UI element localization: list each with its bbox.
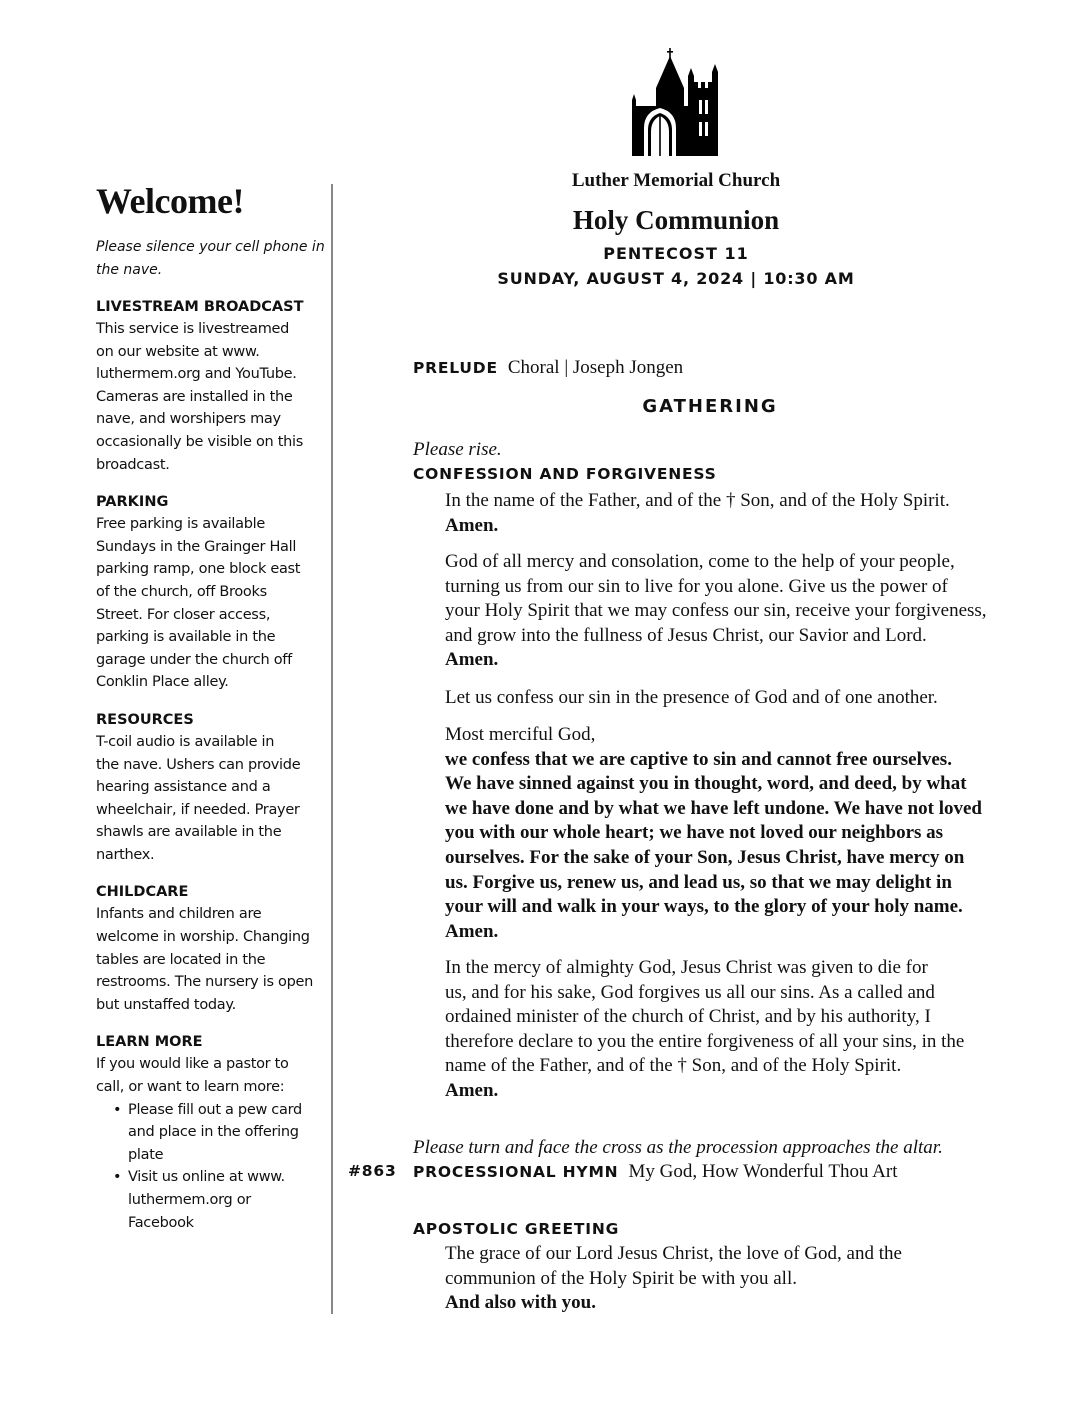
liturgy-line: Let us confess our sin in the presence of God and of one another. [445,687,938,708]
body-line: nave, and worshipers may [96,411,281,428]
congregation-line: we have done and by what we have left undone. We have not loved [445,797,982,819]
list-item-line: and place in the offering [128,1124,299,1141]
column-divider [331,184,333,1314]
body-line: wheelchair, if needed. Prayer [96,801,300,818]
congregation-response: And also with you. [445,1292,596,1314]
childcare-section [96,881,312,1016]
resources-heading: RESOURCES [96,711,194,728]
confession-heading: CONFESSION AND FORGIVENESS [413,465,717,483]
body-line: Free parking is available [96,516,265,533]
parking-section [96,491,312,694]
body-line: on our website at www. [96,343,260,360]
liturgy-line: and grow into the fullness of Jesus Christ, our Savior and Lord. [445,624,927,646]
hymn-title: My God, How Wonderful Thou Art [628,1161,898,1182]
silence-note-line: Please silence your cell phone in [96,239,325,255]
childcare-body [96,903,312,1016]
liturgy-line: us, and for his sake, God forgives us all our sins. As a called and [445,981,935,1003]
service-date-time: SUNDAY, AUGUST 4, 2024 | 10:30 AM [497,269,855,288]
body-line: but unstaffed today. [96,996,236,1013]
congregation-line: we confess that we are captive to sin and cannot free ourselves. [445,748,952,770]
body-line: call, or want to learn more: [96,1079,285,1096]
liturgy-line: The grace of our Lord Jesus Christ, the love of God, and the [445,1243,902,1264]
learn-more-list [110,1099,312,1235]
greeting-paragraph [445,1242,1015,1316]
liturgy-line: name of the Father, and of the † Son, and of the Holy Spirit. [445,1055,902,1077]
body-line: narthex. [96,846,155,863]
processional-hymn-line [413,1160,898,1185]
body-line: Infants and children are [96,906,262,923]
list-item-line: luthermem.org or [128,1192,251,1208]
congregation-response: Amen. [445,649,499,671]
bullet-icon: • [113,1169,122,1186]
invitation-paragraph [445,686,1015,711]
learn-more-heading: LEARN MORE [96,1034,203,1051]
parking-body [96,513,312,694]
learn-more-section [96,1031,312,1234]
prayer-paragraph [445,550,1015,673]
prelude-line [413,356,683,381]
congregation-response: Amen. [445,514,499,536]
body-line: hearing assistance and a [96,779,271,796]
body-line: shawls are available in the [96,824,282,841]
livestream-section [96,296,312,476]
liturgy-line: ordained minister of the church of Christ, and by his authority, I [445,1006,931,1028]
invocation-paragraph [445,489,1015,538]
procession-rubric: Please turn and face the cross as the procession approaches the altar. [413,1137,943,1158]
liturgy-line: God of all mercy and consolation, come to the help of your people, [445,551,955,572]
list-item-line: Visit us online at www. [128,1169,285,1186]
welcome-sidebar [96,180,325,1249]
congregation-line: you with our whole heart; we have not loved our neighbors as [445,822,944,844]
congregation-response: Amen. [445,920,499,942]
church-name: Luther Memorial Church [571,170,781,191]
congregation-line: your will and walk in your ways, to the glory of your holy name. [445,896,963,918]
list-item-line: Please fill out a pew card [128,1101,302,1118]
livestream-body [96,318,312,476]
please-rise-rubric: Please rise. [413,439,502,460]
church-logo-icon [630,48,722,156]
list-item [110,1099,312,1167]
body-line: occasionally be visible on this [96,433,303,450]
bullet-icon: • [113,1101,122,1118]
gathering-heading: GATHERING [642,396,778,417]
liturgy-line: your Holy Spirit that we may confess our sin, receive your forgiveness, [445,600,987,622]
body-line: parking ramp, one block east [96,561,301,578]
learn-more-body [96,1053,312,1098]
list-item-line: plate [128,1146,164,1163]
silence-note-line: the nave. [96,262,163,278]
body-line: luthermem.org and YouTube. [96,366,297,383]
body-line: welcome in worship. Changing [96,929,310,946]
body-line: the nave. Ushers can provide [96,756,301,773]
resources-section [96,709,312,867]
body-line: of the church, off Brooks [96,583,267,600]
service-title: Holy Communion [572,205,780,235]
body-line: If you would like a pastor to [96,1056,289,1073]
sunday-name: PENTECOST 11 [603,244,749,263]
congregation-line: We have sinned against you in thought, word, and deed, by what [445,773,967,795]
body-line: Street. For closer access, [96,606,271,623]
absolution-paragraph [445,956,1015,1104]
body-line: Conklin Place alley. [96,674,229,691]
list-item [110,1166,312,1234]
apostolic-greeting-heading: APOSTOLIC GREETING [413,1220,620,1238]
body-line: broadcast. [96,456,170,473]
body-line: T-coil audio is available in [96,733,275,750]
body-line: garage under the church off [96,651,292,668]
congregation-line: us. Forgive us, renew us, and lead us, so that we may delight in [445,871,952,893]
body-line: tables are located in the [96,951,266,968]
welcome-title: Welcome! [96,181,244,221]
prelude-text: Choral | Joseph Jongen [507,357,684,378]
confession-paragraph [445,723,1015,944]
liturgy-line: In the mercy of almighty God, Jesus Christ was given to die for [445,957,928,978]
congregation-line: ourselves. For the sake of your Son, Jesus Christ, have mercy on [445,846,965,868]
prelude-label: PRELUDE [413,359,498,377]
parking-heading: PARKING [96,494,169,511]
liturgy-line: Most merciful God, [445,724,596,745]
body-line: parking is available in the [96,629,276,646]
livestream-heading: LIVESTREAM BROADCAST [96,299,304,315]
childcare-heading: CHILDCARE [96,884,189,901]
processional-hymn-label: PROCESSIONAL HYMN [413,1163,619,1181]
congregation-response: Amen. [445,1079,499,1101]
body-line: This service is livestreamed [96,321,290,337]
body-line: Cameras are installed in the [96,388,293,405]
liturgy-line: communion of the Holy Spirit be with you all. [445,1267,797,1289]
list-item-line: Facebook [128,1214,194,1231]
hymn-number: #863 [348,1162,397,1180]
liturgy-line: turning us from our sin to live for you alone. Give us the power of [445,575,948,597]
liturgy-line: In the name of the Father, and of the † Son, and of the Holy Spirit. [445,490,950,511]
resources-body [96,731,312,867]
silence-note [96,236,325,282]
body-line: restrooms. The nursery is open [96,974,314,991]
body-line: Sundays in the Grainger Hall [96,538,297,555]
liturgy-line: therefore declare to you the entire forgiveness of all your sins, in the [445,1030,965,1052]
